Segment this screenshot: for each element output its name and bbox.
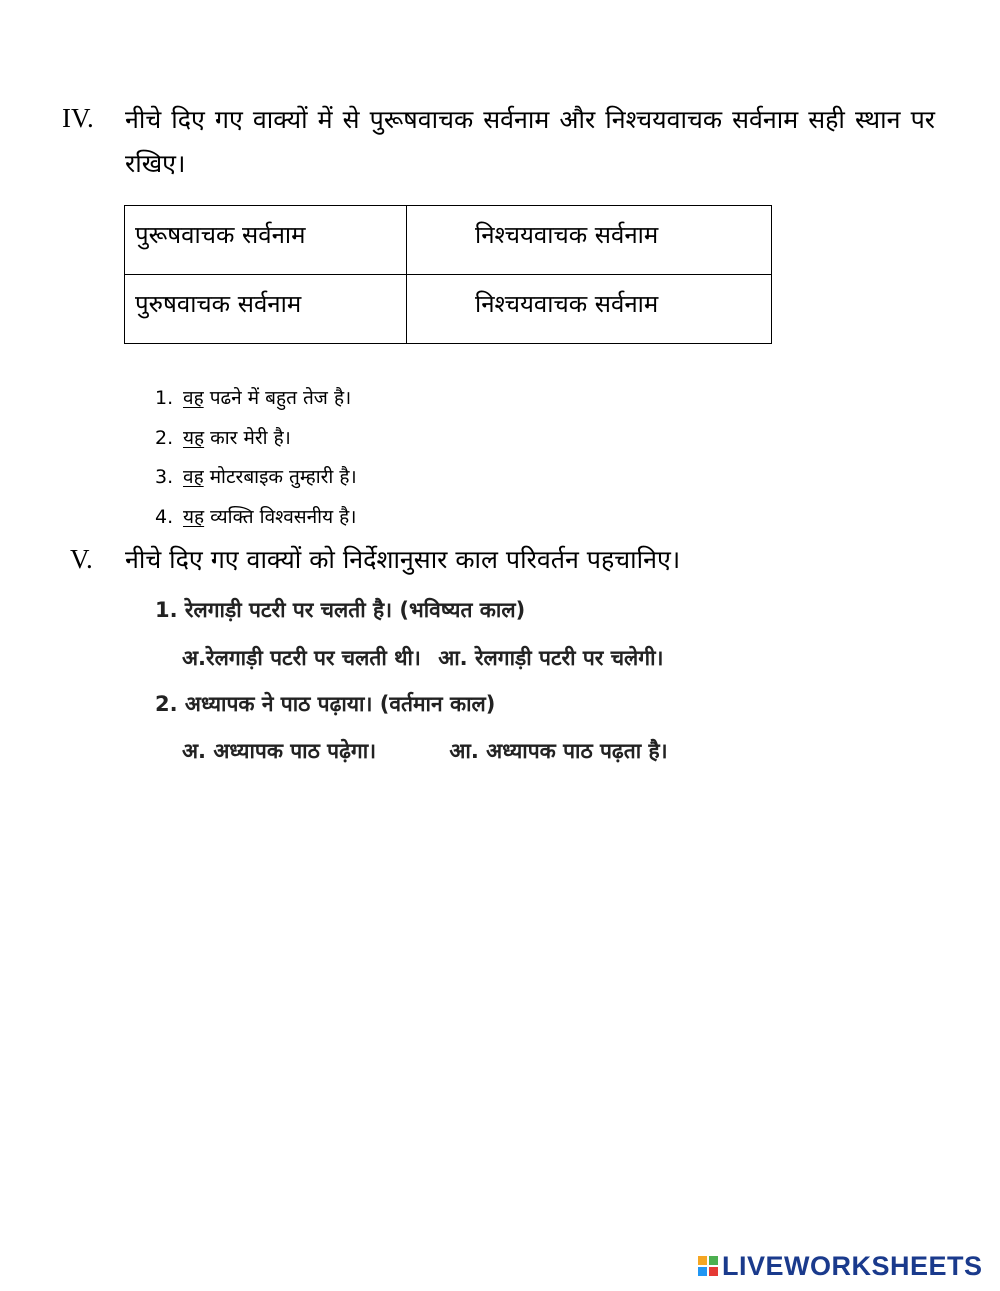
drop-zone-personal-pronoun[interactable]: पुरूषवाचक सर्वनाम (125, 206, 407, 275)
option-a[interactable]: अ. अध्यापक पाठ पढ़ेगा। (182, 739, 377, 763)
option-b[interactable]: आ. रेलगाड़ी पटरी पर चलेगी। (438, 646, 664, 670)
list-item (155, 424, 291, 450)
question-sentence: रेलगाड़ी पटरी पर चलती है। (भविष्यत काल) (184, 598, 526, 622)
question-2-options (182, 737, 668, 765)
logo-block (709, 1267, 718, 1276)
drop-zone-demonstrative-pronoun[interactable]: निश्चयवाचक सर्वनाम (407, 206, 772, 275)
question-number: 2. (155, 692, 178, 716)
item-number: 1. (155, 387, 174, 409)
item-number: 3. (155, 466, 174, 488)
question-1 (155, 596, 525, 624)
section-4-numeral: IV. (62, 103, 94, 133)
item-text: कार मेरी है। (204, 427, 291, 449)
logo-blocks-icon (698, 1256, 718, 1276)
section-4-instruction: नीचे दिए गए वाक्यों में से पुरूषवाचक सर्वनाम और निश्चयवाचक सर्वनाम सही स्थान पर रखिए। (125, 105, 935, 178)
section-5-numeral: V. (70, 544, 93, 574)
pronoun-sort-table (124, 205, 772, 344)
list-item (155, 384, 351, 410)
item-text: व्यक्ति विश्वसनीय है। (204, 506, 357, 528)
draggable-pronoun[interactable]: वह (183, 466, 204, 488)
draggable-pronoun[interactable]: वह (183, 387, 204, 409)
drop-zone-personal-pronoun[interactable]: पुरुषवाचक सर्वनाम (125, 275, 407, 344)
item-number: 2. (155, 427, 174, 449)
item-text: मोटरबाइक तुम्हारी है। (203, 466, 357, 488)
table-row (125, 275, 772, 344)
draggable-pronoun[interactable]: यह (183, 427, 205, 449)
question-number: 1. (155, 598, 178, 622)
section-5-instruction: नीचे दिए गए वाक्यों को निर्देशानुसार काल परिवर्तन पहचानिए। (125, 545, 681, 574)
item-number: 4. (155, 506, 174, 528)
table-row (125, 206, 772, 275)
logo-text: LIVEWORKSHEETS (722, 1250, 983, 1281)
item-text: पढने में बहुत तेज है। (203, 387, 352, 409)
question-1-options (182, 644, 664, 672)
list-item (155, 463, 357, 489)
option-a[interactable]: अ.रेलगाड़ी पटरी पर चलती थी। (182, 646, 421, 670)
logo-block (698, 1256, 707, 1265)
question-sentence: अध्यापक ने पाठ पढ़ाया। (वर्तमान काल) (184, 692, 496, 716)
liveworksheets-logo (698, 1250, 983, 1281)
drop-zone-demonstrative-pronoun[interactable]: निश्चयवाचक सर्वनाम (407, 275, 772, 344)
list-item (155, 503, 356, 529)
option-b[interactable]: आ. अध्यापक पाठ पढ़ता है। (449, 739, 668, 763)
logo-block (709, 1256, 718, 1265)
logo-block (698, 1267, 707, 1276)
question-2 (155, 690, 495, 718)
draggable-pronoun[interactable]: यह (183, 506, 205, 528)
